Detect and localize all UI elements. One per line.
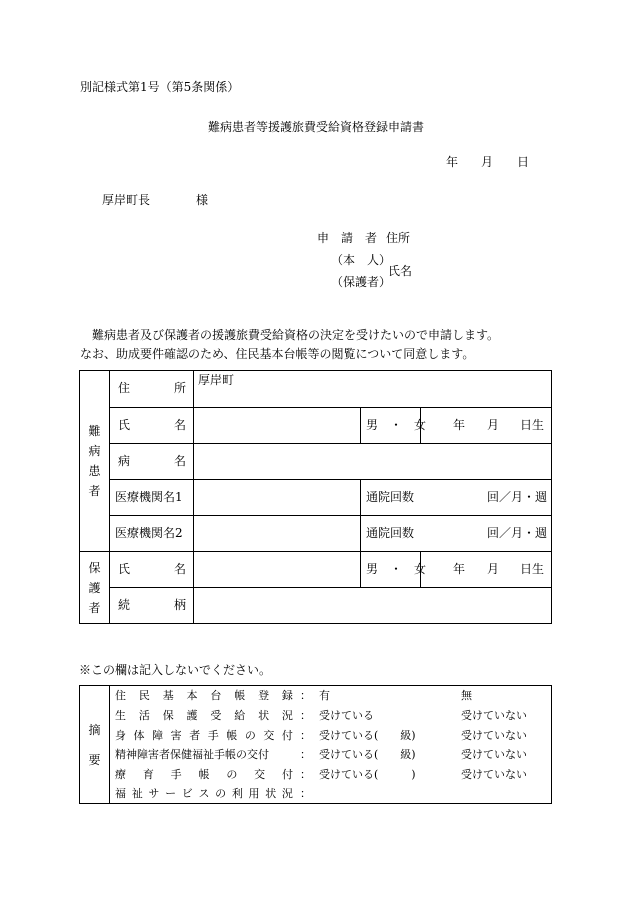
guardian-relation-field[interactable] (194, 588, 551, 623)
office-row-colon: ： (300, 787, 311, 800)
office-row-value-yes: 受けている( ) (319, 768, 416, 781)
patient-name-field[interactable] (194, 408, 360, 443)
clinic-1-field[interactable] (194, 480, 360, 515)
office-section-label: 摘 要 (88, 722, 101, 767)
guardian-birth-month: 月 (487, 562, 500, 576)
date-year-label: 年 (446, 155, 459, 169)
office-row-colon: ： (300, 729, 311, 742)
statement-line-2: なお、助成要件確認のため、住民基本台帳等の閲覧について同意します。 (80, 347, 475, 361)
office-row-label: 身 体 障 害 者 手 帳 の 交 付 (115, 729, 293, 742)
patient-birth-day: 日生 (520, 418, 545, 432)
guardian-relation-label: 続 柄 (118, 598, 186, 612)
honorific: 様 (196, 193, 209, 207)
patient-address-value[interactable]: 厚岸町 (198, 373, 235, 387)
office-row-colon: ： (300, 748, 311, 761)
patient-disease-label: 病 名 (118, 454, 186, 468)
addressee: 厚岸町長 (102, 193, 151, 207)
office-row-colon: ： (300, 689, 311, 702)
clinic-1-visits-unit: 回／月・週 (487, 490, 548, 504)
guardian-name-field[interactable] (194, 552, 360, 587)
office-row-value-no: 受けていない (461, 768, 527, 781)
date-day-label: 日 (517, 155, 530, 169)
patient-address-label: 住 所 (118, 381, 186, 395)
office-row-value-yes: 受けている (319, 709, 374, 722)
guardian-sex-choice[interactable]: 男 ・ 女 (366, 562, 427, 576)
statement-line-1: 難病患者及び保護者の援護旅費受給資格の決定を受けたいので申請します。 (92, 328, 500, 342)
patient-section-label: 難 病 患 者 (88, 424, 101, 498)
office-row-value-no: 無 (461, 689, 472, 702)
office-row-label: 精神障害者保健福祉手帳の交付 (115, 748, 269, 761)
clinic-2-label: 医療機関名2 (115, 526, 183, 540)
patient-sex-choice[interactable]: 男 ・ 女 (366, 418, 427, 432)
patient-birth-year: 年 (453, 418, 466, 432)
applicant-guardian-label: （保護者） (331, 275, 392, 289)
applicant-name-label: 氏名 (388, 264, 413, 278)
guardian-section-label: 保 護 者 (88, 560, 101, 615)
applicant-label: 申 請 者 (317, 231, 378, 245)
office-row-value-yes: 有 (319, 689, 330, 702)
office-row-value-yes: 受けている( 級) (319, 729, 416, 742)
office-row-label: 生 活 保 護 受 給 状 況 (115, 709, 293, 722)
office-row-value-no: 受けていない (461, 729, 527, 742)
guardian-birth-year: 年 (453, 562, 466, 576)
guardian-birth-day: 日生 (520, 562, 545, 576)
office-row-value-no: 受けていない (461, 709, 527, 722)
patient-birth-month: 月 (487, 418, 500, 432)
clinic-2-visits-label: 通院回数 (366, 526, 415, 540)
office-row-label: 住 民 基 本 台 帳 登 録 (115, 689, 293, 702)
office-row-value-yes: 受けている( 級) (319, 748, 416, 761)
office-row-colon: ： (300, 768, 311, 781)
form-reference: 別記様式第1号（第5条関係） (80, 80, 240, 94)
office-row-label: 福 祉 サ ー ビ ス の 利 用 状 況 (115, 787, 293, 800)
office-row-value-no: 受けていない (461, 748, 527, 761)
office-use-note: ※この欄は記入しないでください。 (79, 663, 272, 677)
office-row-label: 療 育 手 帳 の 交 付 (115, 768, 293, 781)
applicant-self-label: （本 人） (331, 253, 392, 267)
clinic-1-visits-label: 通院回数 (366, 490, 415, 504)
clinic-2-field[interactable] (194, 516, 360, 551)
patient-disease-field[interactable] (194, 444, 551, 479)
clinic-2-visits-unit: 回／月・週 (487, 526, 548, 540)
patient-name-label: 氏 名 (118, 418, 186, 432)
applicant-address-label: 住所 (386, 231, 411, 245)
office-row-colon: ： (300, 709, 311, 722)
page-title: 難病患者等援護旅費受給資格登録申請書 (208, 120, 425, 134)
date-month-label: 月 (481, 155, 494, 169)
clinic-1-label: 医療機関名1 (115, 490, 183, 504)
guardian-name-label: 氏 名 (118, 562, 186, 576)
